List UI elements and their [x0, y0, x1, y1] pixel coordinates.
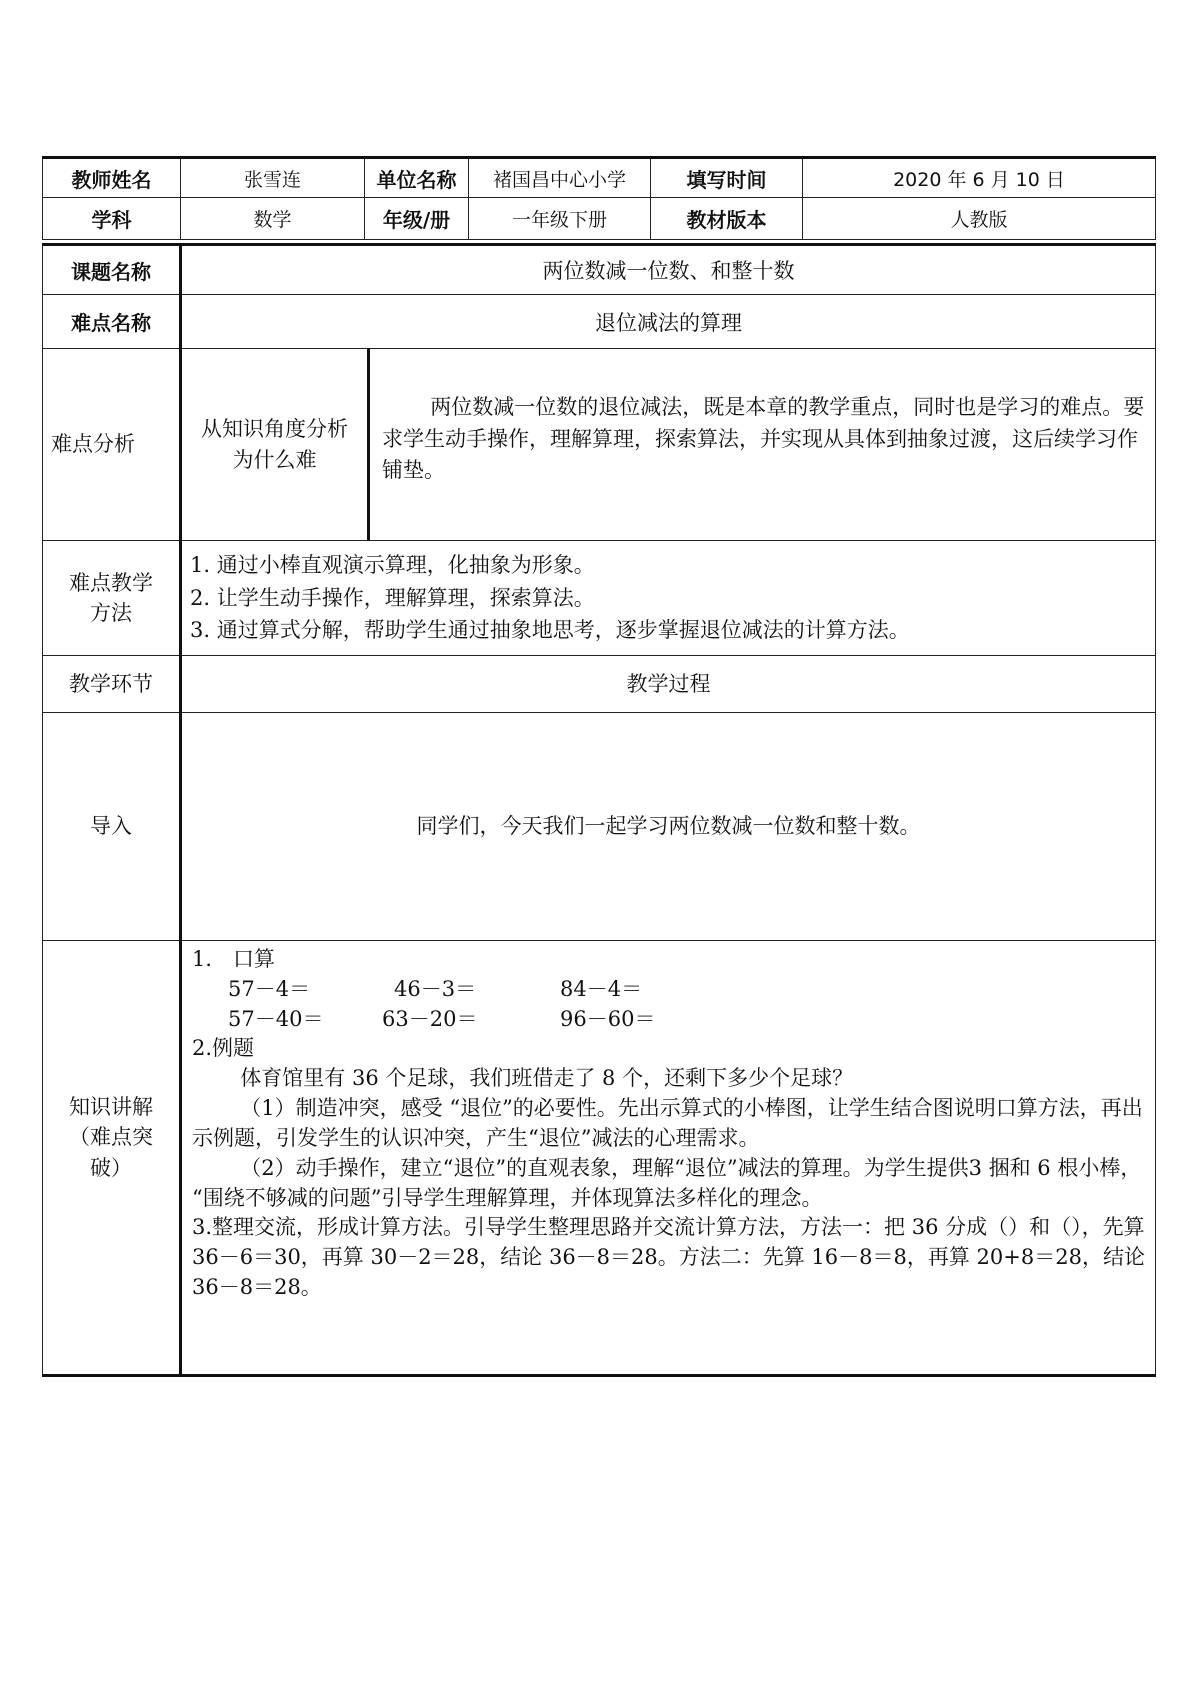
lesson-plan-sheet — [42, 156, 1155, 1377]
unit-label: 单位名称 — [365, 158, 469, 198]
oral-title: 1． 口算 — [192, 947, 276, 971]
process-label: 教学环节 — [43, 656, 181, 713]
teacher-value: 张雪连 — [181, 158, 365, 198]
date-label: 填写时间 — [651, 158, 803, 198]
subject-label: 学科 — [43, 198, 181, 240]
calc-item: 57－40＝ — [228, 1006, 324, 1031]
calc-item: 96－60＝ — [560, 1006, 656, 1031]
step-1: （1）制造冲突，感受 “退位”的必要性。先出示算式的小棒图，让学生结合图说明口算方法，再出示例题，引发学生的认识冲突，产生“退位”减法的心理需求。 — [192, 1096, 1143, 1150]
difficulty-value: 退位减法的算理 — [181, 295, 1156, 349]
teacher-label: 教师姓名 — [43, 158, 181, 198]
analysis-text: 两位数减一位数的退位减法，既是本章的教学重点，同时也是学习的难点。要求学生动手操作，理解算理，探索算法，并实现从具体到抽象过渡，这后续学习作铺垫。 — [369, 349, 1156, 541]
calc-item: 84－4＝ — [560, 976, 643, 1001]
knowledge-label: 知识讲解（难点突破） — [43, 941, 181, 1376]
intro-text: 同学们，今天我们一起学习两位数减一位数和整十数。 — [181, 713, 1156, 941]
analysis-sublabel: 从知识角度分析为什么难 — [181, 349, 369, 541]
example-question: 体育馆里有 36 个足球，我们班借走了 8 个，还剩下多少个足球？ — [240, 1066, 854, 1091]
topic-value: 两位数减一位数、和整十数 — [181, 245, 1156, 295]
topic-label: 课题名称 — [43, 245, 181, 295]
method-item: 1. 通过小棒直观演示算理，化抽象为形象。 — [190, 553, 595, 578]
date-value: 2020 年 6 月 10 日 — [803, 158, 1156, 198]
step-2: （2）动手操作，建立“退位”的直观表象，理解“退位”减法的算理。为学生提供3 捆和 6 根小棒， “围绕不够减的问题”引导学生理解算理，并体现算法多样化的理念。 — [192, 1155, 1142, 1210]
calc-item: 63－20＝ — [382, 1006, 478, 1031]
calc-row-1 — [192, 975, 1145, 1005]
edition-label: 教材版本 — [651, 198, 803, 240]
unit-value: 褚国昌中心小学 — [469, 158, 651, 198]
info-table — [42, 156, 1156, 240]
difficulty-label: 难点名称 — [43, 295, 181, 349]
example-title: 2.例题 — [192, 1036, 255, 1061]
calc-item: 57－4＝ — [228, 976, 311, 1001]
method-item: 3. 通过算式分解，帮助学生通过抽象地思考，逐步掌握退位减法的计算方法。 — [190, 618, 910, 643]
calc-row-2 — [192, 1005, 1145, 1035]
intro-label: 导入 — [43, 713, 181, 941]
calc-item: 46－3＝ — [394, 976, 477, 1001]
knowledge-content — [181, 941, 1156, 1376]
analysis-label: 难点分析 — [43, 349, 181, 541]
process-value: 教学过程 — [181, 656, 1156, 713]
subject-value: 数学 — [181, 198, 365, 240]
methods-label: 难点教学方法 — [43, 541, 181, 656]
edition-value: 人教版 — [803, 198, 1156, 240]
methods-list — [181, 541, 1156, 656]
grade-value: 一年级下册 — [469, 198, 651, 240]
method-item: 2. 让学生动手操作，理解算理，探索算法。 — [190, 585, 595, 610]
grade-label: 年级/册 — [365, 198, 469, 240]
main-table — [42, 243, 1156, 1377]
step-3: 3.整理交流，形成计算方法。引导学生整理思路并交流计算方法，方法一：把 36 分成（）和（），先算 36－6＝30，再算 30－2＝28，结论 36－8＝28。方法二：先算 16－8＝8，再算 20+8＝28，结论 36－8＝28。 — [192, 1215, 1145, 1299]
